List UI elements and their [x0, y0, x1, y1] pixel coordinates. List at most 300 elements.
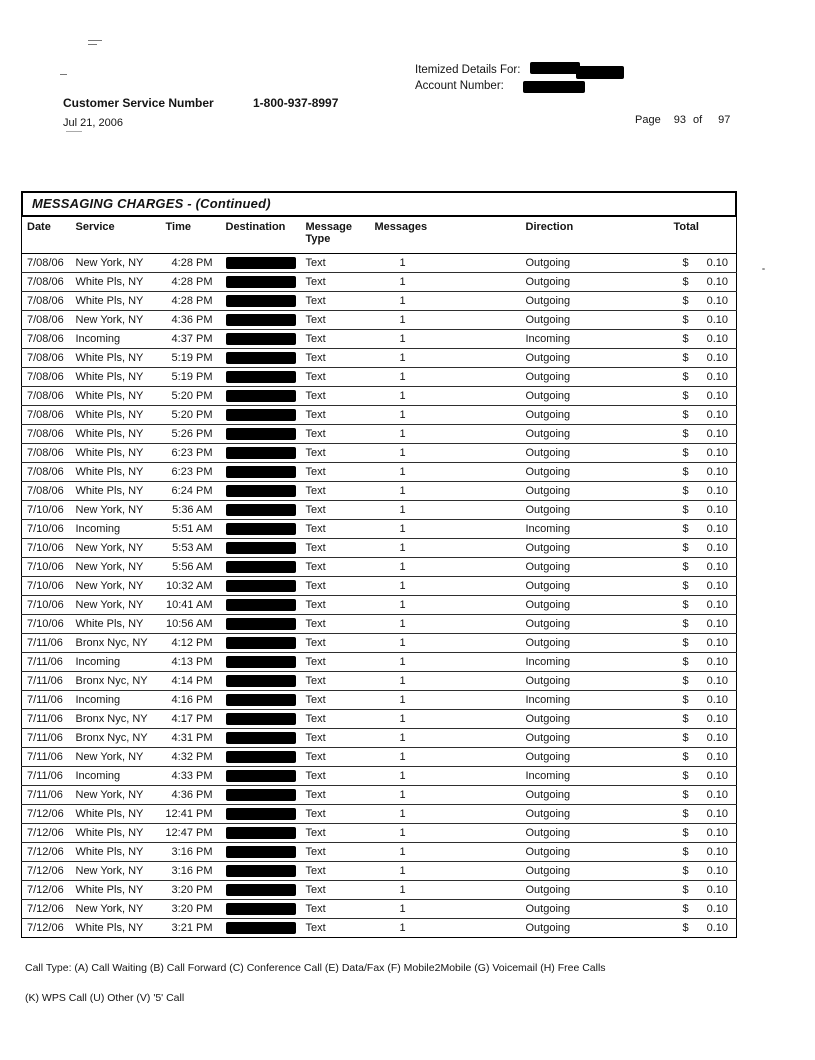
cell-direction: Outgoing [498, 292, 647, 311]
cell-message-type: Text [302, 254, 368, 273]
cell-time: 4:28 PM [160, 254, 220, 273]
cell-messages: 1 [368, 425, 498, 444]
cell-messages: 1 [368, 615, 498, 634]
redacted-destination-bar [226, 599, 296, 611]
page-indicator [635, 114, 730, 126]
redacted-destination-bar [226, 580, 296, 592]
table-row [22, 634, 737, 653]
cell-total [647, 577, 737, 596]
cell-service: New York, NY [72, 900, 160, 919]
cell-destination [220, 482, 302, 501]
cell-total [647, 520, 737, 539]
cell-date: 7/08/06 [22, 254, 72, 273]
currency-symbol: $ [682, 902, 689, 915]
cell-message-type: Text [302, 748, 368, 767]
cell-time: 6:24 PM [160, 482, 220, 501]
cell-direction: Outgoing [498, 672, 647, 691]
cell-direction: Outgoing [498, 748, 647, 767]
cell-service: Bronx Nyc, NY [72, 672, 160, 691]
cell-destination [220, 824, 302, 843]
table-row [22, 349, 737, 368]
cell-messages: 1 [368, 634, 498, 653]
cell-messages: 1 [368, 463, 498, 482]
currency-symbol: $ [682, 465, 689, 478]
cell-destination [220, 881, 302, 900]
cell-message-type: Text [302, 710, 368, 729]
cell-service: New York, NY [72, 577, 160, 596]
cell-destination [220, 273, 302, 292]
cell-direction: Outgoing [498, 482, 647, 501]
cell-total [647, 425, 737, 444]
cell-date: 7/10/06 [22, 558, 72, 577]
redacted-destination-bar [226, 694, 296, 706]
cell-service: White Pls, NY [75, 921, 144, 934]
cell-date: 7/11/06 [22, 786, 72, 805]
section-title: MESSAGING CHARGES - (Continued) [21, 191, 737, 217]
cell-message-type: Text [302, 292, 368, 311]
total-amount: 0.10 [706, 446, 728, 459]
cell-messages: 1 [368, 330, 498, 349]
cell-service: Incoming [72, 520, 160, 539]
cell-message-type: Text [302, 482, 368, 501]
table-row [22, 710, 737, 729]
cell-destination [220, 349, 302, 368]
cell-service: White Pls, NY [72, 881, 160, 900]
cell-time: 5:53 AM [160, 539, 220, 558]
cell-direction: Incoming [498, 767, 647, 786]
cell-date: 7/08/06 [22, 368, 72, 387]
col-header-total: Total [647, 217, 737, 254]
redacted-destination-bar [226, 561, 296, 573]
table-row [22, 786, 737, 805]
cell-messages: 1 [368, 273, 498, 292]
cell-messages: 1 [368, 900, 498, 919]
total-amount: 0.10 [706, 902, 728, 915]
cell-service: New York, NY [72, 862, 160, 881]
cell-service: White Pls, NY [72, 349, 160, 368]
cell-message-type: Text [302, 368, 368, 387]
cell-total [647, 463, 737, 482]
cell-total [647, 539, 737, 558]
currency-symbol: $ [682, 845, 689, 858]
cell-time: 5:20 PM [160, 406, 220, 425]
cell-messages: 1 [368, 843, 498, 862]
cell-messages: 1 [368, 596, 498, 615]
cell-time: 6:23 PM [160, 444, 220, 463]
table-row [22, 368, 737, 387]
table-row [22, 824, 737, 843]
total-amount: 0.10 [706, 864, 728, 877]
cell-message-type: Text [302, 672, 368, 691]
currency-symbol: $ [682, 503, 689, 516]
currency-symbol: $ [682, 351, 689, 364]
cell-service: New York, NY [72, 311, 160, 330]
cell-message-type: Text [302, 767, 368, 786]
itemized-details-label: Itemized Details For: [415, 64, 521, 76]
total-amount: 0.10 [706, 256, 728, 269]
total-amount: 0.10 [706, 617, 728, 630]
cell-date: 7/08/06 [22, 330, 72, 349]
cell-message-type: Text [302, 444, 368, 463]
cell-date: 7/11/06 [22, 748, 72, 767]
cell-service: New York, NY [72, 501, 160, 520]
total-amount: 0.10 [706, 370, 728, 383]
cell-date: 7/12/06 [22, 881, 72, 900]
currency-symbol: $ [682, 769, 689, 782]
cell-message-type: Text [302, 501, 368, 520]
cell-time: 3:16 PM [160, 843, 220, 862]
call-type-legend-line2: (K) WPS Call (U) Other (V) '5' Call [25, 992, 185, 1004]
cell-total [647, 710, 737, 729]
redacted-destination-bar [226, 675, 296, 687]
cell-direction: Incoming [498, 691, 647, 710]
cell-time: 5:20 PM [160, 387, 220, 406]
cell-service: Bronx Nyc, NY [72, 710, 160, 729]
currency-symbol: $ [682, 522, 689, 535]
redacted-destination-bar [226, 922, 296, 934]
cell-message-type: Text [302, 425, 368, 444]
cell-date: 7/12/06 [22, 862, 72, 881]
total-amount: 0.10 [706, 769, 728, 782]
redacted-destination-bar [226, 447, 296, 459]
cell-message-type: Text [302, 900, 368, 919]
cell-date: 7/10/06 [22, 577, 72, 596]
cell-total [647, 501, 737, 520]
messaging-charges-section [21, 191, 737, 938]
cell-messages: 1 [368, 577, 498, 596]
cell-date: 7/12/06 [22, 805, 72, 824]
cell-messages: 1 [368, 558, 498, 577]
cell-service: New York, NY [72, 558, 160, 577]
cell-service: New York, NY [72, 748, 160, 767]
cell-date: 7/10/06 [22, 501, 72, 520]
cell-total [647, 273, 737, 292]
cell-message-type: Text [302, 843, 368, 862]
cell-total [647, 558, 737, 577]
cell-messages: 1 [368, 748, 498, 767]
cell-messages: 1 [368, 520, 498, 539]
redacted-destination-bar [226, 257, 296, 269]
cell-messages: 1 [368, 539, 498, 558]
cell-time: 4:36 PM [160, 311, 220, 330]
cell-message-type: Text [302, 634, 368, 653]
cell-direction: Outgoing [498, 387, 647, 406]
cell-direction: Outgoing [498, 254, 647, 273]
currency-symbol: $ [682, 674, 689, 687]
cell-time: 5:19 PM [160, 349, 220, 368]
cell-date: 7/08/06 [22, 463, 72, 482]
cell-date: 7/11/06 [22, 672, 72, 691]
cell-message-type: Text [302, 824, 368, 843]
total-amount: 0.10 [706, 522, 728, 535]
cell-direction: Outgoing [498, 349, 647, 368]
cell-messages: 1 [368, 805, 498, 824]
cell-messages: 1 [368, 672, 498, 691]
table-row [22, 539, 737, 558]
cell-total [647, 900, 737, 919]
cell-messages: 1 [368, 368, 498, 387]
cell-destination [220, 653, 302, 672]
redacted-destination-bar [226, 276, 296, 288]
currency-symbol: $ [682, 427, 689, 440]
total-amount: 0.10 [706, 655, 728, 668]
cell-messages: 1 [368, 691, 498, 710]
currency-symbol: $ [682, 807, 689, 820]
redacted-destination-bar [226, 770, 296, 782]
cell-direction: Outgoing [498, 558, 647, 577]
customer-service-block [63, 96, 339, 110]
cell-destination [220, 786, 302, 805]
cell-time: 10:41 AM [160, 596, 220, 615]
cell-destination [220, 558, 302, 577]
cell-destination [220, 634, 302, 653]
cell-total [647, 672, 737, 691]
cell-message-type: Text [302, 729, 368, 748]
col-header-message-type: Message Type [302, 217, 368, 254]
cell-total [647, 862, 737, 881]
cell-destination [220, 691, 302, 710]
cell-message-type: Text [302, 805, 368, 824]
cell-direction: Incoming [498, 330, 647, 349]
total-amount: 0.10 [706, 408, 728, 421]
total-amount: 0.10 [706, 636, 728, 649]
cell-total [647, 843, 737, 862]
cell-messages: 1 [368, 881, 498, 900]
cell-time: 4:12 PM [160, 634, 220, 653]
cell-service: Incoming [72, 653, 160, 672]
currency-symbol: $ [682, 655, 689, 668]
cell-direction: Outgoing [498, 273, 647, 292]
cell-destination [220, 672, 302, 691]
cell-total [647, 444, 737, 463]
cell-time: 5:51 AM [160, 520, 220, 539]
total-amount: 0.10 [706, 541, 728, 554]
currency-symbol: $ [682, 731, 689, 744]
cell-message-type: Text [302, 881, 368, 900]
page-current: 93 [673, 114, 686, 126]
cell-service: Bronx Nyc, NY [72, 729, 160, 748]
col-header-direction: Direction [498, 217, 647, 254]
cell-time: 3:20 PM [160, 881, 220, 900]
cell-total [647, 349, 737, 368]
cell-total [647, 387, 737, 406]
scan-artifact [88, 40, 102, 41]
redacted-destination-bar [226, 637, 296, 649]
col-header-date: Date [22, 217, 72, 254]
cell-date: 7/11/06 [22, 767, 72, 786]
total-amount: 0.10 [706, 427, 728, 440]
cell-date: 7/12/06 [22, 824, 72, 843]
cell-service: White Pls, NY [72, 292, 160, 311]
cell-service: White Pls, NY [72, 273, 160, 292]
cell-time: 4:37 PM [160, 330, 220, 349]
total-amount: 0.10 [706, 351, 728, 364]
cell-messages: 1 [368, 292, 498, 311]
col-header-time: Time [160, 217, 220, 254]
redacted-destination-bar [226, 751, 296, 763]
table-row [22, 273, 737, 292]
cell-service: White Pls, NY [72, 368, 160, 387]
cell-service: White Pls, NY [72, 805, 160, 824]
redacted-destination-bar [226, 352, 296, 364]
cell-direction: Incoming [498, 653, 647, 672]
cell-total [647, 292, 737, 311]
table-row [22, 425, 737, 444]
currency-symbol: $ [682, 446, 689, 459]
redacted-destination-bar [226, 504, 296, 516]
cell-total [647, 634, 737, 653]
table-row [22, 406, 737, 425]
cell-service: White Pls, NY [72, 425, 160, 444]
cell-date: 7/08/06 [22, 387, 72, 406]
cell-time: 4:33 PM [160, 767, 220, 786]
account-number-label: Account Number: [415, 80, 504, 92]
cell-service: New York, NY [72, 254, 160, 273]
cell-total [647, 786, 737, 805]
cell-service: New York, NY [72, 596, 160, 615]
total-amount: 0.10 [706, 731, 728, 744]
redacted-destination-bar [226, 428, 296, 440]
redacted-name-bar [530, 62, 580, 74]
currency-symbol: $ [682, 579, 689, 592]
cell-direction: Outgoing [498, 444, 647, 463]
table-row [22, 558, 737, 577]
cell-time: 12:47 PM [160, 824, 220, 843]
cell-total [647, 311, 737, 330]
cell-messages: 1 [368, 710, 498, 729]
redacted-destination-bar [226, 409, 296, 421]
cell-message-type: Text [302, 349, 368, 368]
cell-direction: Outgoing [498, 710, 647, 729]
table-row [22, 919, 737, 938]
currency-symbol: $ [682, 617, 689, 630]
table-row [22, 444, 737, 463]
total-amount: 0.10 [706, 826, 728, 839]
cell-time: 3:16 PM [160, 862, 220, 881]
cell-destination [220, 748, 302, 767]
currency-symbol: $ [682, 389, 689, 402]
currency-symbol: $ [682, 313, 689, 326]
redacted-destination-bar [226, 485, 296, 497]
redacted-destination-bar [226, 333, 296, 345]
cell-direction: Outgoing [498, 311, 647, 330]
cell-time: 10:56 AM [160, 615, 220, 634]
cell-total [647, 805, 737, 824]
cell-date: 7/10/06 [22, 596, 72, 615]
currency-symbol: $ [682, 370, 689, 383]
redacted-destination-bar [226, 846, 296, 858]
redacted-destination-bar [226, 789, 296, 801]
redacted-destination-bar [226, 808, 296, 820]
cell-time: 4:16 PM [160, 691, 220, 710]
customer-service-label: Customer Service Number [63, 96, 214, 110]
cell-message-type: Text [302, 387, 368, 406]
cell-total [647, 824, 737, 843]
total-amount: 0.10 [706, 807, 728, 820]
cell-date: 7/08/06 [22, 273, 72, 292]
total-amount: 0.10 [706, 921, 728, 934]
cell-messages: 1 [368, 824, 498, 843]
cell-destination [220, 729, 302, 748]
table-row [22, 767, 737, 786]
currency-symbol: $ [682, 294, 689, 307]
cell-date: 7/08/06 [22, 292, 72, 311]
total-amount: 0.10 [706, 883, 728, 896]
currency-symbol: $ [682, 864, 689, 877]
table-row [22, 653, 737, 672]
cell-message-type: Text [302, 273, 368, 292]
total-amount: 0.10 [706, 560, 728, 573]
cell-date: 7/10/06 [22, 615, 72, 634]
col-header-destination: Destination [220, 217, 302, 254]
cell-message-type: Text [302, 311, 368, 330]
table-row [22, 254, 737, 273]
cell-message-type: Text [302, 862, 368, 881]
cell-destination [220, 330, 302, 349]
redacted-account-bar [523, 81, 585, 93]
cell-message-type: Text [302, 596, 368, 615]
cell-message-type: Text [302, 558, 368, 577]
cell-destination [220, 805, 302, 824]
cell-date: 7/08/06 [22, 406, 72, 425]
redacted-destination-bar [226, 656, 296, 668]
currency-symbol: $ [682, 788, 689, 801]
cell-destination [220, 406, 302, 425]
cell-message-type: Text [302, 653, 368, 672]
total-amount: 0.10 [706, 332, 728, 345]
cell-service: Incoming [72, 691, 160, 710]
table-row [22, 691, 737, 710]
redacted-destination-bar [226, 466, 296, 478]
customer-service-number: 1-800-937-8997 [253, 96, 339, 110]
cell-service: White Pls, NY [72, 824, 160, 843]
cell-date: 7/11/06 [22, 729, 72, 748]
total-amount: 0.10 [706, 465, 728, 478]
table-row [22, 615, 737, 634]
cell-total [647, 368, 737, 387]
cell-time: 12:41 PM [160, 805, 220, 824]
scan-artifact [66, 131, 82, 132]
currency-symbol: $ [682, 826, 689, 839]
table-header-row [22, 217, 737, 254]
table-row [22, 862, 737, 881]
scan-artifact [60, 74, 67, 75]
cell-message-type: Text [302, 577, 368, 596]
cell-message-type: Text [302, 786, 368, 805]
cell-messages: 1 [368, 501, 498, 520]
redacted-name-bar [576, 66, 624, 79]
currency-symbol: $ [682, 921, 689, 934]
cell-date: 7/11/06 [22, 691, 72, 710]
itemized-details-block [415, 62, 624, 94]
table-row [22, 577, 737, 596]
cell-message-type: Text [302, 539, 368, 558]
currency-symbol: $ [682, 712, 689, 725]
table-row [22, 330, 737, 349]
table-row [22, 463, 737, 482]
cell-destination [220, 919, 302, 938]
cell-total [647, 729, 737, 748]
cell-messages: 1 [399, 921, 406, 934]
messaging-table-body [22, 254, 737, 938]
cell-date: 7/11/06 [22, 710, 72, 729]
cell-messages: 1 [368, 653, 498, 672]
cell-direction: Outgoing [498, 862, 647, 881]
cell-total [647, 881, 737, 900]
call-type-legend-line1: Call Type: (A) Call Waiting (B) Call Forward (C) Conference Call (E) Data/Fax (F) Mobile2Mobile (G) Voicemail (H) Free Calls [25, 962, 606, 974]
cell-date: 7/08/06 [22, 311, 72, 330]
table-row [22, 900, 737, 919]
